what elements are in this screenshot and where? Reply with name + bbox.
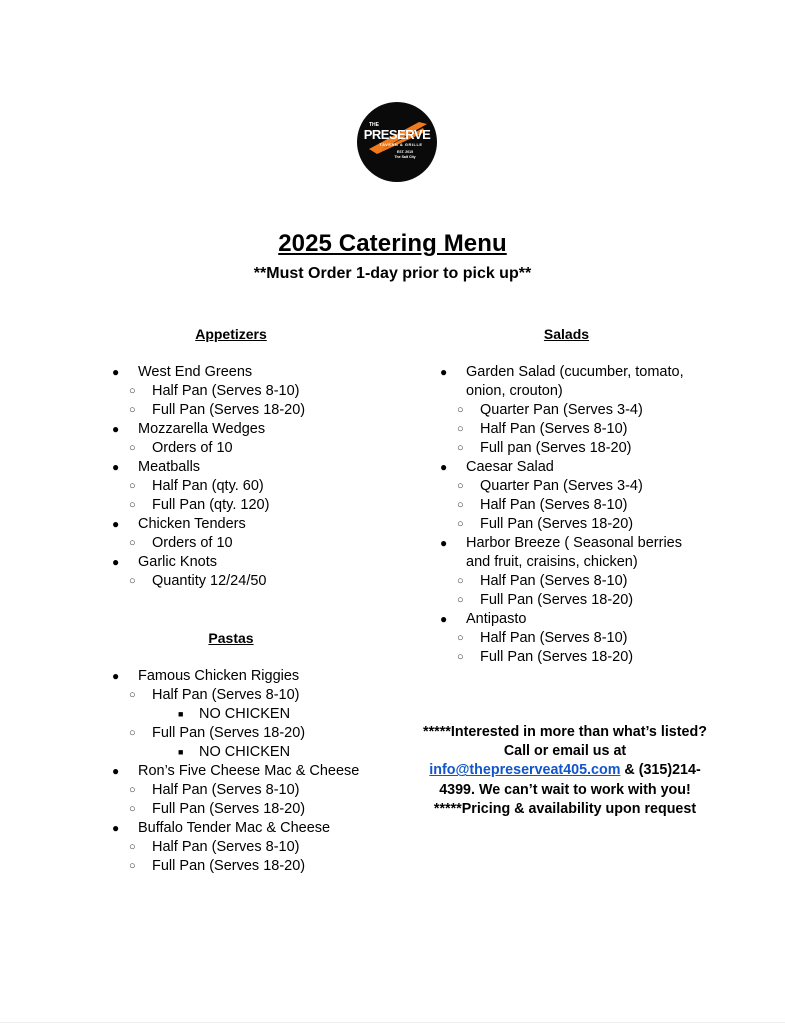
menu-option-label: Orders of 10: [152, 535, 233, 551]
menu-item-name: Chicken Tenders: [138, 516, 246, 532]
menu-option: [434, 648, 699, 667]
bullet-icon: ●: [440, 612, 448, 626]
menu-option: [434, 629, 699, 648]
menu-option: [434, 439, 699, 458]
logo-text-preserve: PRESERVE: [363, 127, 431, 142]
menu-item: [106, 762, 361, 781]
circle-bullet-icon: ○: [129, 727, 136, 739]
menu-option-label: Half Pan (Serves 8-10): [152, 839, 300, 855]
menu-item: [434, 363, 699, 401]
menu-option-label: Full Pan (Serves 18-20): [480, 649, 634, 665]
menu-item: [106, 363, 361, 382]
menu-option: [106, 572, 361, 591]
menu-item-name: Ron’s Five Cheese Mac & Cheese: [138, 763, 360, 779]
menu-option-label: Half Pan (Serves 8-10): [480, 573, 628, 589]
bullet-icon: ●: [112, 821, 120, 835]
menu-option: [106, 401, 361, 420]
menu-option-label: Full Pan (Serves 18-20): [152, 402, 306, 418]
menu-option-label: Full Pan (Serves 18-20): [152, 725, 306, 741]
square-bullet-icon: ■: [178, 709, 184, 719]
circle-bullet-icon: ○: [129, 860, 136, 872]
menu-option: [434, 477, 699, 496]
menu-sub-option-label: NO CHICKEN: [199, 744, 291, 760]
bullet-icon: ●: [112, 669, 120, 683]
menu-option-label: Full Pan (Serves 18-20): [480, 592, 634, 608]
menu-item-name: Garlic Knots: [138, 554, 217, 570]
menu-option: [106, 534, 361, 553]
menu-option: [106, 382, 361, 401]
menu-item: [106, 819, 361, 838]
left-column: [106, 325, 361, 876]
section-heading-salads: Salads: [543, 326, 590, 342]
circle-bullet-icon: ○: [129, 385, 136, 397]
circle-bullet-icon: ○: [457, 651, 464, 663]
circle-bullet-icon: ○: [457, 442, 464, 454]
contact-phone: (315)214-4399. We can’t wait to work with you!: [439, 762, 701, 798]
menu-option-label: Half Pan (Serves 8-10): [152, 782, 300, 798]
menu-option-label: Full Pan (Serves 18-20): [152, 801, 306, 817]
contact-intro: *****Interested in more than what’s listed? Call or email us at: [423, 724, 707, 760]
menu-option: [106, 857, 361, 876]
menu-option-label: Full Pan (Serves 18-20): [152, 858, 306, 874]
menu-item: [434, 610, 699, 629]
pricing-note: *****Pricing & availability upon request: [433, 800, 697, 817]
spacer: [106, 591, 361, 629]
circle-bullet-icon: ○: [457, 575, 464, 587]
logo-graphic: [357, 102, 437, 182]
logo-text-the: THE: [369, 122, 379, 128]
menu-option-label: Half Pan (Serves 8-10): [480, 497, 628, 513]
menu-item-name: Harbor Breeze ( Seasonal berries and fruit, craisins, chicken): [466, 535, 682, 570]
menu-option-label: Half Pan (Serves 8-10): [480, 630, 628, 646]
menu-option-label: Quarter Pan (Serves 3-4): [480, 478, 643, 494]
logo-text-est: EST. 2015: [396, 150, 414, 154]
circle-bullet-icon: ○: [129, 480, 136, 492]
salads-list: [434, 363, 699, 667]
menu-option: [434, 591, 699, 610]
circle-bullet-icon: ○: [129, 404, 136, 416]
menu-item-name: Meatballs: [138, 459, 201, 475]
menu-option-label: Half Pan (qty. 60): [152, 478, 264, 494]
circle-bullet-icon: ○: [129, 689, 136, 701]
menu-option-label: Quantity 12/24/50: [152, 573, 267, 589]
menu-item-name: Buffalo Tender Mac & Cheese: [138, 820, 331, 836]
menu-option-label: Quarter Pan (Serves 3-4): [480, 402, 643, 418]
menu-option: [434, 401, 699, 420]
circle-bullet-icon: ○: [129, 442, 136, 454]
page-bottom-edge: [0, 1022, 785, 1023]
menu-option-label: Full Pan (Serves 18-20): [480, 516, 634, 532]
menu-item-name: West End Greens: [138, 364, 253, 380]
menu-option-label: Half Pan (Serves 8-10): [152, 687, 300, 703]
menu-option: [434, 420, 699, 439]
circle-bullet-icon: ○: [457, 518, 464, 530]
circle-bullet-icon: ○: [457, 423, 464, 435]
logo-text-tavern: TAVERN & GRILLE: [379, 142, 423, 147]
menu-option-label: Full Pan (qty. 120): [152, 497, 270, 513]
email-link[interactable]: info@thepreserveat405.com: [429, 762, 621, 779]
square-bullet-icon: ■: [178, 747, 184, 757]
logo-text-city: The Salt City: [394, 155, 416, 159]
menu-item-name: Garden Salad (cucumber, tomato, onion, crouton): [466, 364, 684, 399]
contact-ampersand: &: [620, 762, 635, 779]
menu-option: [434, 496, 699, 515]
menu-option-label: Half Pan (Serves 8-10): [152, 383, 300, 399]
restaurant-logo: [357, 102, 437, 182]
appetizers-list: [106, 363, 361, 591]
menu-option: [106, 686, 361, 705]
menu-option: [106, 800, 361, 819]
bullet-icon: ●: [440, 365, 448, 379]
bullet-icon: ●: [112, 555, 120, 569]
circle-bullet-icon: ○: [129, 575, 136, 587]
right-column: [434, 325, 699, 667]
circle-bullet-icon: ○: [457, 404, 464, 416]
menu-option: [106, 477, 361, 496]
circle-bullet-icon: ○: [457, 594, 464, 606]
menu-item-name: Famous Chicken Riggies: [138, 668, 300, 684]
bullet-icon: ●: [112, 764, 120, 778]
circle-bullet-icon: ○: [129, 784, 136, 796]
section-heading-pastas: Pastas: [208, 630, 254, 646]
menu-option: [106, 781, 361, 800]
circle-bullet-icon: ○: [129, 841, 136, 853]
menu-item-name: Antipasto: [466, 611, 527, 627]
contact-note: [412, 723, 718, 819]
menu-option: [434, 572, 699, 591]
menu-option-label: Full pan (Serves 18-20): [480, 440, 632, 456]
bullet-icon: ●: [112, 365, 120, 379]
menu-item: [106, 458, 361, 477]
menu-sub-option-label: NO CHICKEN: [199, 706, 291, 722]
circle-bullet-icon: ○: [457, 632, 464, 644]
menu-item-name: Caesar Salad: [466, 459, 554, 475]
page-title: 2025 Catering Menu: [278, 230, 507, 257]
bullet-icon: ●: [440, 536, 448, 550]
menu-item: [106, 553, 361, 572]
circle-bullet-icon: ○: [129, 803, 136, 815]
menu-item: [434, 534, 699, 572]
menu-option: [106, 439, 361, 458]
menu-item-name: Mozzarella Wedges: [138, 421, 266, 437]
menu-sub-option: [106, 705, 361, 724]
menu-sub-option: [106, 743, 361, 762]
circle-bullet-icon: ○: [457, 499, 464, 511]
menu-option-label: Half Pan (Serves 8-10): [480, 421, 628, 437]
menu-item: [106, 515, 361, 534]
menu-option-label: Orders of 10: [152, 440, 233, 456]
bullet-icon: ●: [440, 460, 448, 474]
menu-option: [106, 496, 361, 515]
bullet-icon: ●: [112, 460, 120, 474]
section-heading-appetizers: Appetizers: [195, 326, 267, 342]
menu-option: [106, 838, 361, 857]
menu-item: [434, 458, 699, 477]
page-subtitle: **Must Order 1-day prior to pick up**: [253, 265, 532, 282]
menu-option: [434, 515, 699, 534]
circle-bullet-icon: ○: [457, 480, 464, 492]
menu-item: [106, 420, 361, 439]
menu-option: [106, 724, 361, 743]
circle-bullet-icon: ○: [129, 537, 136, 549]
pastas-list: [106, 667, 361, 876]
bullet-icon: ●: [112, 422, 120, 436]
menu-item: [106, 667, 361, 686]
bullet-icon: ●: [112, 517, 120, 531]
circle-bullet-icon: ○: [129, 499, 136, 511]
